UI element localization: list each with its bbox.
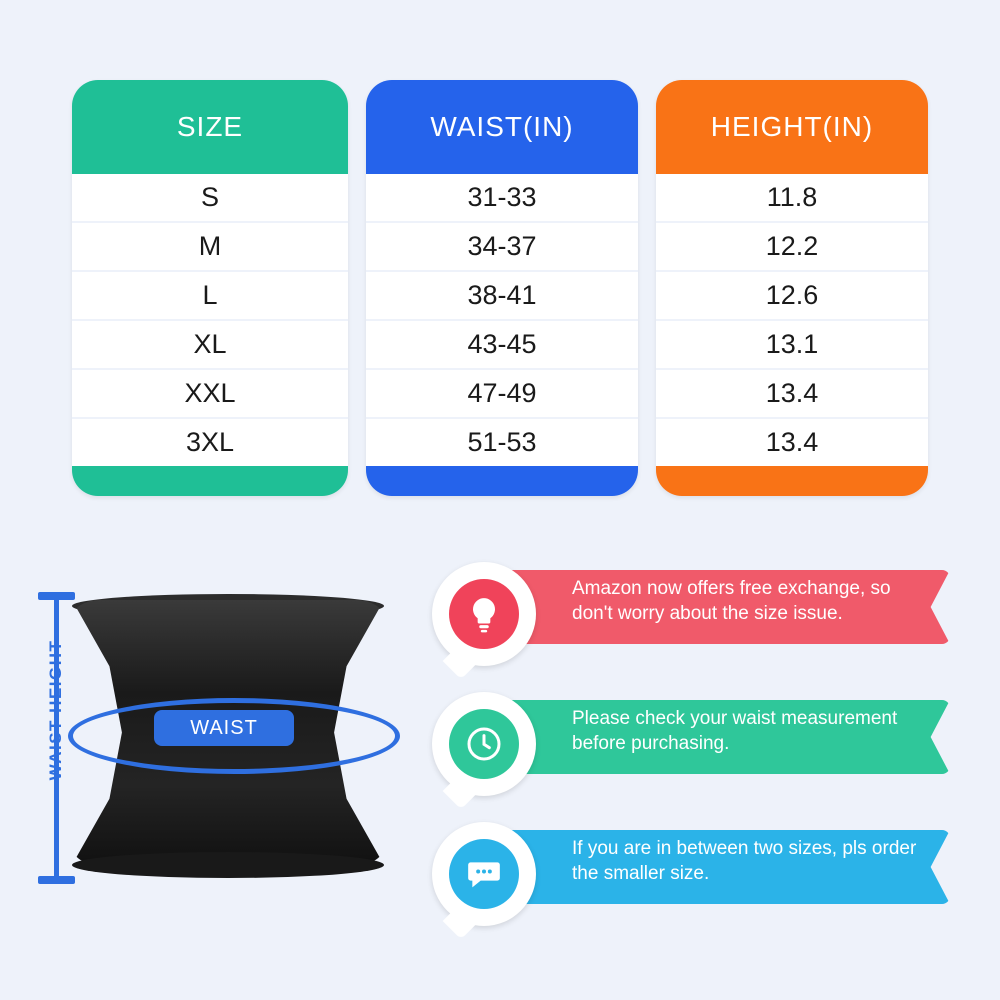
column-header-size: SIZE: [176, 111, 244, 142]
table-cell: XL: [72, 321, 348, 370]
lightbulb-icon: [449, 579, 519, 649]
product-illustration: [20, 560, 430, 980]
table-cell: 12.2: [656, 223, 928, 272]
table-cell: 12.6: [656, 272, 928, 321]
table-cell: 43-45: [366, 321, 638, 370]
column-body-height: [656, 174, 928, 496]
table-column-waist: [366, 80, 638, 496]
table-cell: 31-33: [366, 174, 638, 223]
table-cell: S: [72, 174, 348, 223]
note-text: If you are in between two sizes, pls order the smaller size.: [572, 838, 917, 884]
table-cell: XXL: [72, 370, 348, 419]
waist-label-badge: WAIST: [154, 710, 294, 746]
waist-height-label: WAIST HEIGHT: [46, 639, 65, 781]
clock-icon: [449, 709, 519, 779]
table-cell: 38-41: [366, 272, 638, 321]
table-cell: 11.8: [656, 174, 928, 223]
table-column-height: [656, 80, 928, 496]
note-item: [432, 692, 950, 780]
measure-cap-bottom: [38, 876, 75, 884]
table-cell: 13.4: [656, 419, 928, 466]
table-cell: M: [72, 223, 348, 272]
table-cell: 34-37: [366, 223, 638, 272]
table-cell: 3XL: [72, 419, 348, 466]
table-cell: L: [72, 272, 348, 321]
notes-section: [432, 556, 982, 976]
table-column-size: [72, 80, 348, 496]
note-text: Please check your waist measurement before purchasing.: [572, 708, 898, 754]
chat-bubble-icon: [449, 839, 519, 909]
column-header-waist: WAIST(IN): [430, 111, 574, 142]
column-header-height: HEIGHT(IN): [710, 111, 874, 142]
size-chart-table: [72, 80, 928, 496]
note-item: [432, 562, 950, 650]
height-measure-indicator: [30, 592, 80, 884]
column-body-waist: [366, 174, 638, 496]
note-text: Amazon now offers free exchange, so don't worry about the size issue.: [572, 578, 891, 624]
column-body-size: [72, 174, 348, 496]
table-cell: 13.1: [656, 321, 928, 370]
table-cell: 13.4: [656, 370, 928, 419]
note-item: [432, 822, 950, 910]
table-cell: 47-49: [366, 370, 638, 419]
table-cell: 51-53: [366, 419, 638, 466]
belt-bottom-edge: [72, 852, 384, 878]
